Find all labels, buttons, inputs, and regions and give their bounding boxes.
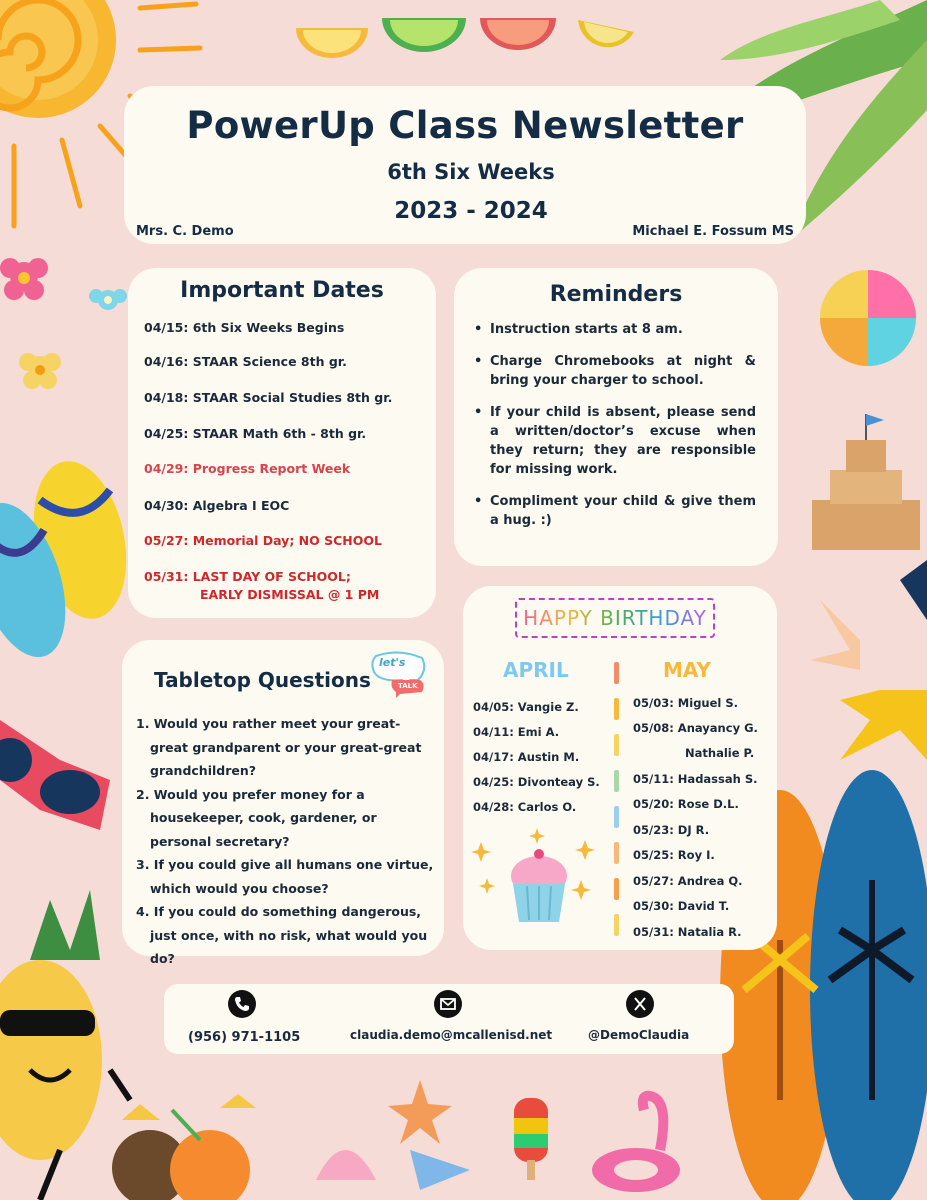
may-birthday: 05/23: DJ R. (633, 823, 710, 837)
date-item-last-day: 05/31: LAST DAY OF SCHOOL; (144, 569, 351, 584)
date-item: 04/16: STAAR Science 8th gr. (144, 354, 347, 369)
beach-ball-icon (820, 270, 916, 366)
flamingo-float-icon (592, 1096, 680, 1192)
question-item: 3. If you could give all humans one virtue, which would you choose? (136, 857, 434, 896)
x-twitter-icon (626, 990, 654, 1018)
may-birthday: 05/20: Rose D.L. (633, 797, 739, 811)
may-birthday: Nathalie P. (685, 746, 755, 760)
birthday-card (463, 586, 777, 950)
sandcastle-icon (812, 414, 920, 550)
may-birthday: 05/27: Andrea Q. (633, 874, 743, 888)
list-item: • Instruction starts at 8 am. (472, 320, 756, 339)
subtitle: 6th Six Weeks (387, 160, 555, 184)
april-birthday: 04/11: Emi A. (473, 725, 560, 739)
header-card (124, 86, 806, 244)
flower-icon (0, 258, 127, 389)
may-birthday: 05/11: Hadassah S. (633, 772, 758, 786)
phone-icon (228, 990, 256, 1018)
email-icon (434, 990, 462, 1018)
page-title: PowerUp Class Newsletter (186, 104, 744, 147)
reminders-card (454, 268, 778, 566)
april-birthday: 04/25: Divonteay S. (473, 775, 600, 789)
important-dates-title: Important Dates (180, 278, 384, 303)
column-divider (613, 662, 621, 946)
date-item: 04/15: 6th Six Weeks Begins (144, 320, 345, 335)
may-birthday: 05/03: Miguel S. (633, 696, 739, 710)
lily-flower-icon (810, 560, 927, 760)
seashell-icon (316, 1080, 470, 1190)
flip-flops-icon (0, 453, 140, 669)
date-item-early-dismissal: EARLY DISMISSAL @ 1 PM (200, 587, 380, 602)
teacher-name: Mrs. C. Demo (136, 224, 234, 239)
april-birthday: 04/28: Carlos O. (473, 800, 577, 814)
april-label: APRIL (503, 658, 569, 682)
date-item: 04/18: STAAR Social Studies 8th gr. (144, 390, 393, 405)
list-item: • If your child is absent, please send a written/doctor’s excuse when they return; they are responsible for missing work. (472, 403, 756, 479)
question-item: 4. If you could do something dangerous, just once, with no risk, what would you do? (136, 904, 428, 966)
citrus-slices-icon (296, 18, 634, 58)
questions-list (136, 712, 436, 971)
april-birthday: 04/17: Austin M. (473, 750, 580, 764)
may-label: MAY (663, 658, 711, 682)
may-birthday: 05/31: Natalia R. (633, 925, 742, 939)
april-birthday: 04/05: Vangie Z. (473, 700, 579, 714)
badge-lets-text: let's (379, 656, 406, 669)
date-item-progress-report: 04/29: Progress Report Week (144, 461, 351, 476)
lets-talk-badge-icon (370, 650, 428, 700)
school-year: 2023 - 2024 (394, 198, 548, 224)
badge-talk-text: TALK (398, 682, 418, 690)
date-item: 04/25: STAAR Math 6th - 8th gr. (144, 426, 367, 441)
school-name: Michael E. Fossum MS (632, 224, 794, 239)
date-item: 04/30: Algebra I EOC (144, 498, 290, 513)
sunglasses-icon (0, 720, 110, 830)
popsicle-icon (514, 1098, 548, 1180)
may-birthday: 05/30: David T. (633, 899, 730, 913)
reminders-title: Reminders (549, 282, 683, 307)
question-item: 2. Would you prefer money for a housekeeper, cook, gardener, or personal secretary? (136, 786, 377, 849)
coconut-drink-icon (112, 1094, 256, 1200)
social-handle[interactable]: @DemoClaudia (588, 1028, 690, 1042)
tabletop-title: Tabletop Questions (154, 668, 371, 692)
may-birthday: 05/08: Anayancy G. (633, 721, 758, 735)
phone-number[interactable]: (956) 971-1105 (188, 1030, 301, 1045)
tabletop-questions-card (122, 640, 444, 966)
email-address[interactable]: claudia.demo@mcallenisd.net (350, 1028, 553, 1042)
list-item: • Compliment your child & give them a hug. :) (472, 492, 756, 530)
important-dates-card (128, 268, 436, 618)
cupcake-icon (471, 826, 611, 930)
banner-text: HAPPY BIRTHDAY (523, 606, 707, 630)
may-birthday: 05/25: Roy I. (633, 848, 715, 862)
happy-birthday-banner (515, 598, 715, 638)
date-item-memorial-day: 05/27: Memorial Day; NO SCHOOL (144, 533, 382, 548)
contact-bar (164, 984, 734, 1054)
list-item: • Charge Chromebooks at night & bring your charger to school. (472, 352, 756, 390)
reminders-list (472, 320, 756, 543)
pineapple-icon (0, 890, 130, 1200)
question-item: 1. Would you rather meet your great-great grandparent or your great-great grandchildren? (136, 716, 422, 778)
